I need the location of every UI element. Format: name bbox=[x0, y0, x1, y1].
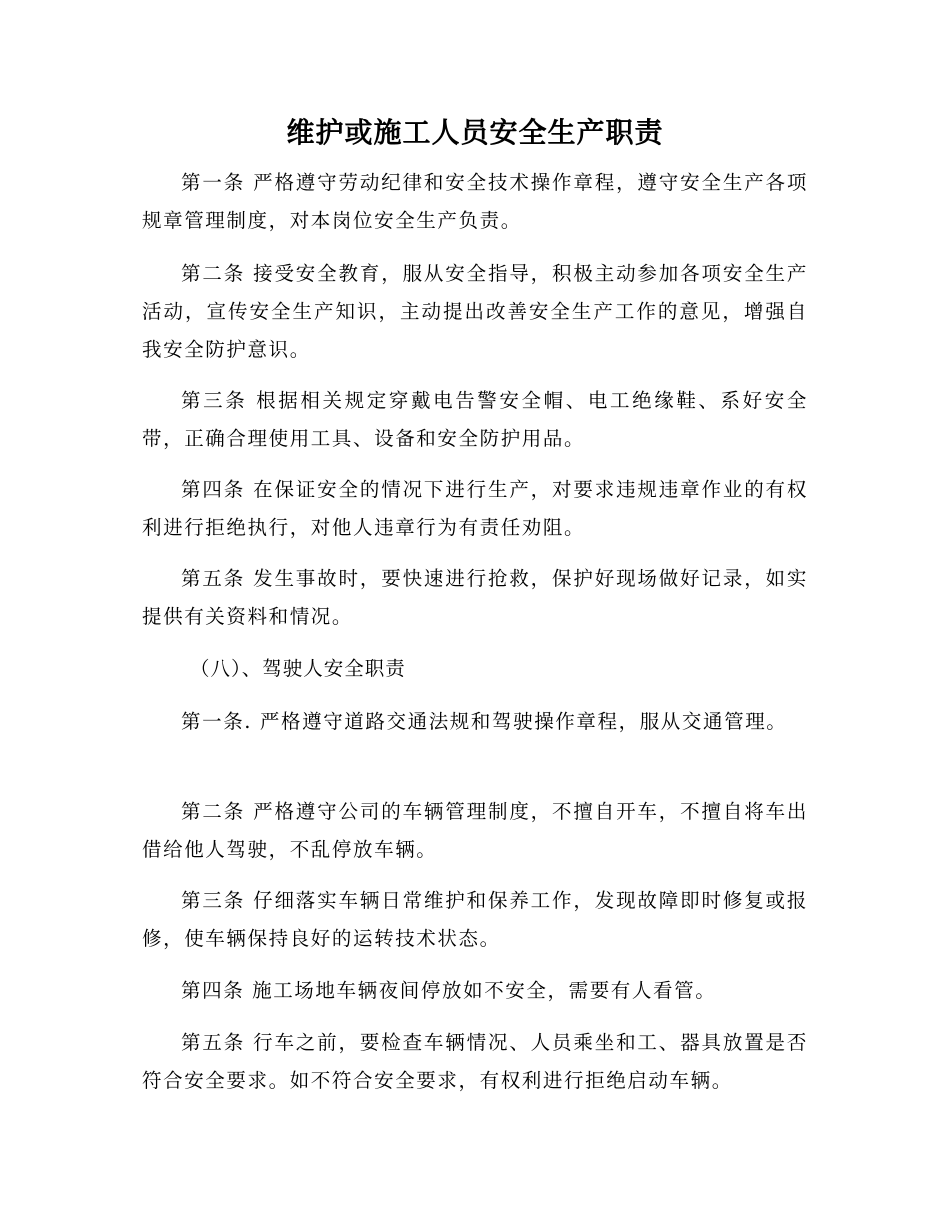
document-title: 维护或施工人员安全生产职责 bbox=[286, 116, 664, 149]
clause-4: 第四条 在保证安全的情况下进行生产，对要求违规违章作业的有权利进行拒绝执行，对他人违章行为有责任劝阻。 bbox=[142, 478, 808, 539]
driver-clause-3: 第三条 仔细落实车辆日常维护和保养工作，发现故障即时修复或报修，使车辆保持良好的运转技术状态。 bbox=[142, 889, 808, 950]
clause-1: 第一条 严格遵守劳动纪律和安全技术操作章程，遵守安全生产各项规章管理制度，对本岗位安全生产负责。 bbox=[142, 171, 808, 232]
section-heading: （八）、驾驶人安全职责 bbox=[190, 657, 406, 680]
clause-2: 第二条 接受安全教育，服从安全指导，积极主动参加各项安全生产活动，宣传安全生产知识，主动提出改善安全生产工作的意见，增强自我安全防护意识。 bbox=[142, 262, 808, 361]
clause-5: 第五条 发生事故时，要快速进行抢救，保护好现场做好记录，如实提供有关资料和情况。 bbox=[142, 567, 808, 628]
driver-clause-2: 第二条 严格遵守公司的车辆管理制度，不擅自开车，不擅自将车出借给他人驾驶，不乱停放车辆。 bbox=[142, 800, 808, 861]
driver-clause-1: 第一条. 严格遵守道路交通法规和驾驶操作章程，服从交通管理。 bbox=[181, 710, 788, 733]
driver-clause-5: 第五条 行车之前，要检查车辆情况、人员乘坐和工、器具放置是否符合安全要求。如不符合安全要求，有权利进行拒绝启动车辆。 bbox=[142, 1031, 808, 1092]
driver-clause-4: 第四条 施工场地车辆夜间停放如不安全，需要有人看管。 bbox=[181, 979, 717, 1002]
clause-3: 第三条 根据相关规定穿戴电告警安全帽、电工绝缘鞋、系好安全带，正确合理使用工具、设备和安全防护用品。 bbox=[142, 389, 808, 450]
